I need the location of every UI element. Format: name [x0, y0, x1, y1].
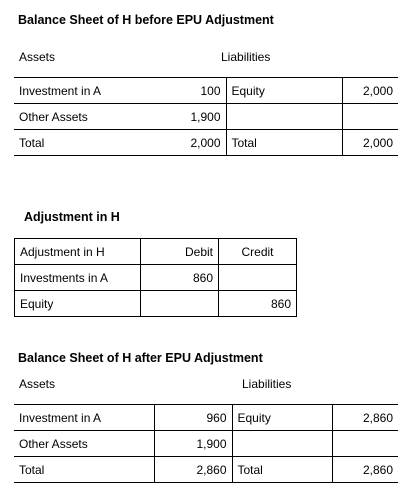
liability-name: Equity [232, 405, 332, 431]
credit-value [219, 265, 297, 291]
after-heading: Balance Sheet of H after EPU Adjustment [18, 351, 263, 365]
liability-name [232, 431, 332, 457]
liability-value: 2,860 [332, 405, 398, 431]
asset-value: 2,000 [170, 130, 226, 156]
debit-value: 860 [141, 265, 219, 291]
header-account: Adjustment in H [15, 239, 141, 265]
account-name: Equity [15, 291, 141, 317]
asset-name: Total [14, 130, 170, 156]
asset-name: Investment in A [14, 405, 154, 431]
table-row [15, 291, 297, 317]
asset-name: Investment in A [14, 78, 170, 104]
table-row [14, 431, 398, 457]
asset-value: 2,860 [154, 457, 232, 483]
debit-value [141, 291, 219, 317]
liability-name: Total [226, 130, 342, 156]
before-heading: Balance Sheet of H before EPU Adjustment [18, 13, 274, 27]
adjustment-heading: Adjustment in H [24, 210, 120, 224]
header-credit: Credit [219, 239, 297, 265]
table-row [14, 457, 398, 483]
after-liabilities-label: Liabilities [242, 377, 292, 391]
asset-value: 1,900 [154, 431, 232, 457]
after-balance-table [14, 404, 398, 483]
header-debit: Debit [141, 239, 219, 265]
liability-value [342, 104, 398, 130]
liability-value [332, 431, 398, 457]
table-row [15, 265, 297, 291]
liability-value: 2,000 [342, 130, 398, 156]
asset-name: Other Assets [14, 104, 170, 130]
credit-value: 860 [219, 291, 297, 317]
asset-value: 960 [154, 405, 232, 431]
asset-name: Other Assets [14, 431, 154, 457]
asset-name: Total [14, 457, 154, 483]
liability-name: Total [232, 457, 332, 483]
table-row [14, 78, 398, 104]
table-row [14, 130, 398, 156]
before-liabilities-label: Liabilities [221, 50, 271, 64]
table-header-row [15, 239, 297, 265]
account-name: Investments in A [15, 265, 141, 291]
liability-name: Equity [226, 78, 342, 104]
liability-name [226, 104, 342, 130]
before-balance-table [14, 77, 398, 156]
adjustment-table [14, 238, 297, 317]
table-row [14, 104, 398, 130]
liability-value: 2,000 [342, 78, 398, 104]
liability-value: 2,860 [332, 457, 398, 483]
asset-value: 1,900 [170, 104, 226, 130]
before-assets-label: Assets [19, 50, 56, 64]
table-row [14, 405, 398, 431]
asset-value: 100 [170, 78, 226, 104]
after-assets-label: Assets [19, 377, 56, 391]
